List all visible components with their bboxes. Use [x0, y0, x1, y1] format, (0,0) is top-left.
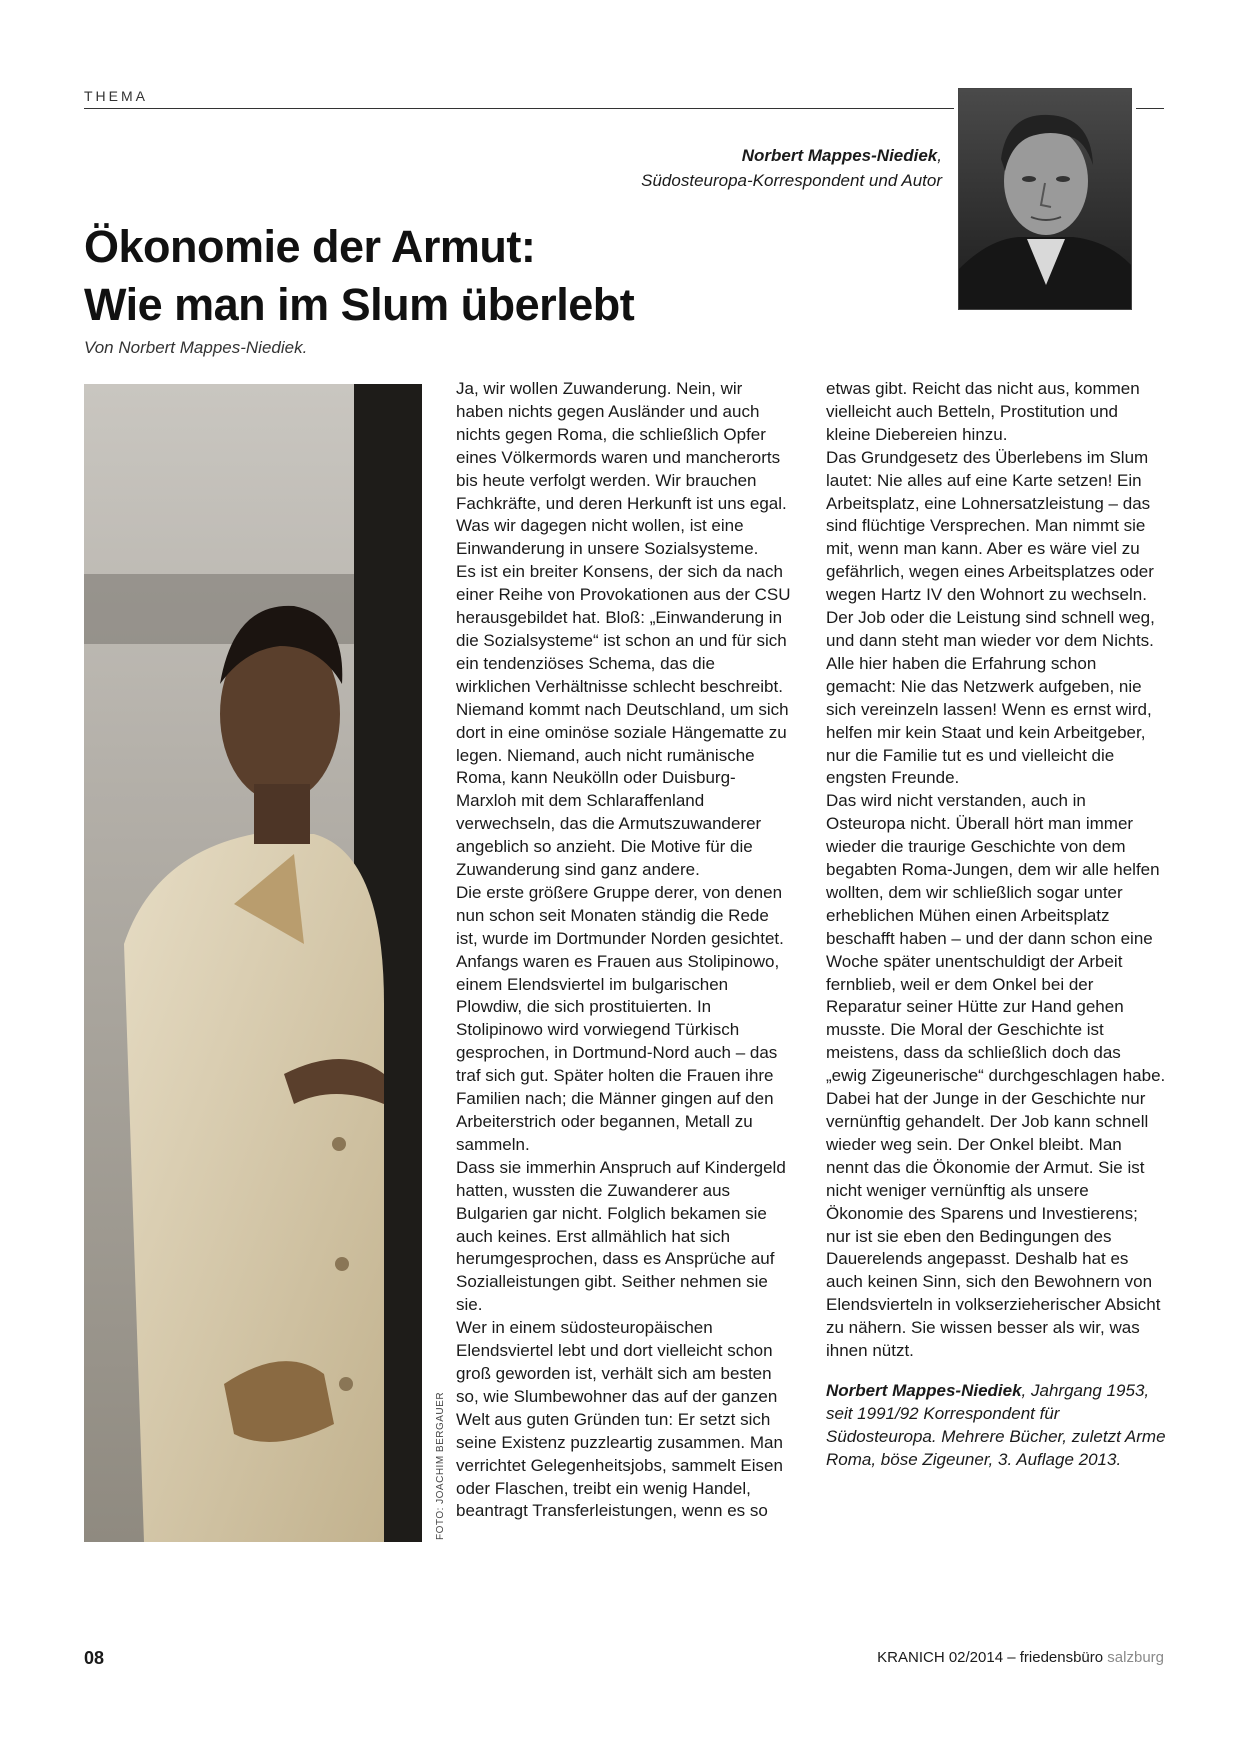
photo-credit: FOTO: JOACHIM BERGAUER — [435, 1391, 446, 1540]
paragraph: Das wird nicht verstanden, auch in Osteuropa nicht. Überall hört man immer wieder die traurige Geschichte von dem begabten Roma-Jungen, dem wir alle helfen wollten, dem wir schließlich sogar unter erheblichen Mühen einen Arbeitsplatz beschafft haben – und der dann schon eine Woche später unentschuldigt der Arbeit fernblieb, weil er dem Onkel bei der Reparatur seiner Hütte zur Hand gehen musste. Die Moral der Geschichte ist meistens, dass da schließlich doch das „ewig Zigeunerische“ durchgeschlagen habe. — [826, 791, 1166, 1086]
page-number: 08 — [84, 1648, 105, 1668]
article-byline: Von Norbert Mappes-Niediek. — [84, 338, 308, 357]
paragraph: Die erste größere Gruppe derer, von denen nun schon seit Monaten ständig die Rede ist, wurde im Dortmunder Norden gesichtet. Anfangs waren es Frauen aus Stolipinowo, einem Elendsviertel im bulgarischen Plowdiw, die sich prostituierten. In Stolipinowo wird vorwiegend Türkisch gesprochen, in Dortmund-Nord auch – das traf sich gut. Später holten die Frauen ihre Familien nach; die Männer gingen auf den Arbeiterstrich oder begannen, Metall zu sammeln. — [456, 882, 784, 1154]
paragraph: etwas gibt. Reicht das nicht aus, kommen vielleicht auch Betteln, Prostitution und kleine Diebereien hinzu. — [826, 379, 1140, 444]
article-photo-image — [84, 384, 422, 1542]
author-name-suffix: , — [937, 146, 942, 165]
paragraph: Ja, wir wollen Zuwanderung. Nein, wir haben nichts gegen Ausländer und auch nichts gegen Roma, die schließlich Opfer eines Völkermords waren und mancherorts bis heute verfolgt werden. Wir brauchen Fachkräfte, und deren Herkunft ist uns egal. Was wir dagegen nicht wollen, ist eine Einwanderung in unsere Sozialsysteme. — [456, 379, 787, 559]
publication-footer — [877, 1649, 1164, 1666]
author-portrait-image — [959, 89, 1132, 310]
article-column-middle — [456, 378, 794, 1523]
article-title — [84, 218, 634, 334]
author-box — [641, 143, 942, 193]
author-portrait — [958, 88, 1132, 310]
paragraph: Es ist ein breiter Konsens, der sich da nach einer Reihe von Provokationen aus der CSU herausgebildet hat. Bloß: „Einwanderung in die Sozialsysteme“ ist schon an und für sich ein tendenziöses Schema, das die wirklichen Verhältnisse schlecht beschreibt. Niemand kommt nach Deutschland, um sich dort in eine ominöse soziale Hängematte zu legen. Niemand, auch nicht rumänische Roma, kann Neukölln oder Duisburg-Marxloh mit dem Schlaraffenland verwechseln, das die Armutszuwanderer angeblich so anzieht. Die Motive für die Zuwanderung sind ganz andere. — [456, 562, 791, 880]
paragraph: Dabei hat der Junge in der Geschichte nur vernünftig gehandelt. Der Job kann schnell wieder weg sein. Der Onkel bleibt. Man nennt das die Ökonomie der Armut. Sie ist nicht weniger vernünftig als unsere Ökonomie des Sparens und Investierens; nur ist sie eben den Bedingungen des Dauerelends angepasst. Deshalb hat es auch keinen Sinn, sich den Bewohnern von Elendsvierteln in volkserzieherischer Absicht zu nähern. Sie wissen besser als wir, was ihnen nützt. — [826, 1089, 1161, 1361]
author-bio — [826, 1380, 1166, 1472]
author-role: Südosteuropa-Korrespondent und Autor — [641, 171, 942, 190]
article-title-line1: Ökonomie der Armut: — [84, 221, 536, 272]
publication-sub: salzburg — [1107, 1649, 1164, 1666]
paragraph: Das Grundgesetz des Überlebens im Slum lautet: Nie alles auf eine Karte setzen! Ein Arbeitsplatz, eine Lohnersatzleistung – das sind flüchtige Versprechen. Man nimmt sie mit, wenn man kann. Aber es wäre viel zu gefährlich, wegen eines Arbeitsplatzes oder wegen Hartz IV den Wohnort zu wechseln. Der Job oder die Leistung sind schnell weg, und dann steht man wieder vor dem Nichts. Alle hier haben die Erfahrung schon gemacht: Nie das Netzwerk aufgeben, nie sich vereinzeln lassen! Wenn es ernst wird, helfen mir kein Staat und kein Arbeitgeber, nur die Familie tut es und vielleicht die engsten Freunde. — [826, 447, 1155, 788]
article-column-right — [826, 378, 1166, 1472]
header-rule-right — [1136, 108, 1164, 109]
author-name: Norbert Mappes-Niediek — [741, 146, 938, 165]
article-photo — [84, 384, 422, 1542]
header-rule — [84, 108, 954, 109]
paragraph: Wer in einem südosteuropäischen Elendsviertel lebt und dort vielleicht schon groß geworden ist, verhält sich am besten so, wie Slumbewohner das auf der ganzen Welt aus guten Gründen tun: Er setzt sich seine Existenz puzzleartig zusammen. Man verrichtet Gelegenheitsjobs, sammelt Eisen oder Flaschen, treibt ein wenig Handel, beantragt Transferleistungen, wenn es so — [456, 1318, 783, 1521]
paragraph: Dass sie immerhin Anspruch auf Kindergeld hatten, wussten die Zuwanderer aus Bulgarien gar nicht. Folglich bekamen sie auch keines. Erst allmählich hat sich herumgesprochen, dass es Ansprüche auf Sozialleistungen gibt. Seither nehmen sie sie. — [456, 1157, 786, 1315]
article-title-line2: Wie man im Slum überlebt — [84, 279, 635, 330]
bio-text: , Jahrgang 1953, seit 1991/92 Korrespondent für Südosteuropa. Mehrere Bücher, zuletzt Arme Roma, böse Zigeuner, 3. Auflage 2013. — [826, 1380, 1166, 1469]
publication-name: KRANICH 02/2014 – friedensbüro — [877, 1649, 1108, 1666]
bio-name: Norbert Mappes-Niediek — [826, 1380, 1022, 1400]
section-label: THEMA — [84, 88, 148, 104]
